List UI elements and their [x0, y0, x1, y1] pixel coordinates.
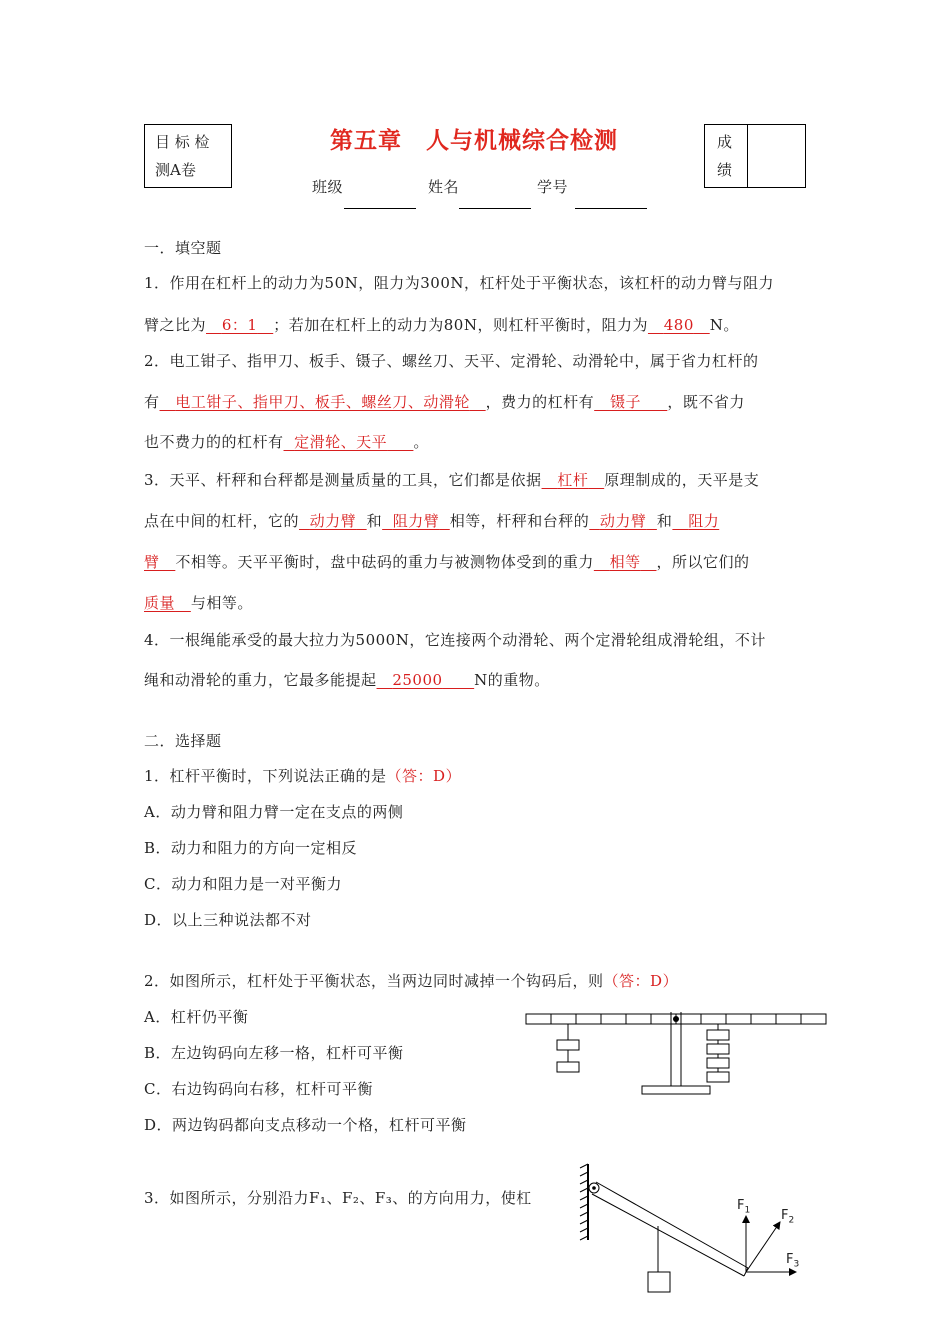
q3-answer-2: 动力臂 [309, 512, 357, 530]
q2-line2: 有 电工钳子、指甲刀、板手、螺丝刀、动滑轮 ，费力的杠杆有 镊子 ，既不省力 [144, 393, 745, 411]
left-hook-weight-1 [557, 1040, 579, 1050]
lever-balance-figure [520, 1008, 830, 1098]
mc2-stem: 2．如图所示，杠杆处于平衡状态，当两边同时减掉一个钩码后，则（答：D） [144, 972, 679, 990]
mc1-answer: （答：D） [386, 767, 462, 785]
field-id-blank[interactable] [575, 208, 647, 209]
mc2-option-d: D．两边钩码都向支点移动一个格，杠杆可平衡 [144, 1116, 467, 1134]
score-box [704, 124, 806, 188]
q3-answer-4: 动力臂 [599, 512, 647, 530]
right-hook-weight-2 [707, 1044, 729, 1054]
right-hook-weight-1 [707, 1030, 729, 1040]
mc2-option-a: A．杠杆仍平衡 [144, 1008, 249, 1026]
field-class-label: 班级 [312, 178, 344, 196]
q3-line1: 3．天平、杆秤和台秤都是测量质量的工具，它们都是依据 杠杆 原理制成的，天平是支 [144, 471, 760, 489]
score-divider [747, 125, 748, 187]
field-class-blank[interactable] [344, 208, 416, 209]
q2-answer-3: 定滑轮、天平 [294, 433, 388, 451]
q4-line1: 4．一根绳能承受的最大拉力为5000N，它连接两个动滑轮、两个定滑轮组成滑轮组，不计 [144, 631, 766, 649]
right-hook-weight-4 [707, 1072, 729, 1082]
field-id-label: 学号 [537, 178, 569, 196]
q3-line2: 点在中间的杠杆，它的 动力臂 和 阻力臂 相等，杆秤和台秤的 动力臂 和 阻力 [144, 512, 720, 530]
target-test-label-2: 测A卷 [155, 161, 196, 179]
q3-answer-6: 相等 [609, 553, 641, 571]
q2-line3: 也不费力的的杠杆有 定滑轮、天平 。 [144, 433, 429, 451]
q2-answer-2: 镊子 [609, 393, 641, 411]
f2-arrow [746, 1222, 780, 1272]
q3-answer-7: 质量 [144, 594, 176, 612]
q3-answer-3: 阻力臂 [392, 512, 440, 530]
mc1-option-b: B．动力和阻力的方向一定相反 [144, 839, 358, 857]
right-hook-weight-3 [707, 1058, 729, 1068]
q1-answer-2: 480 [663, 316, 694, 334]
support-base [642, 1086, 710, 1094]
target-test-box [144, 124, 232, 188]
f3-label: $F_3$ [786, 1252, 800, 1270]
mc1-option-d: D．以上三种说法都不对 [144, 911, 312, 929]
q1-line1: 1．作用在杠杆上的动力为50N，阻力为300N，杠杆处于平衡状态，该杠杆的动力臂与阻力 [144, 274, 775, 292]
q1-answer-1: 6：1 [221, 316, 258, 334]
hanging-weight [648, 1272, 670, 1292]
section1-heading: 一．填空题 [144, 239, 222, 257]
q2-answer-1: 电工钳子、指甲刀、板手、螺丝刀、动滑轮 [175, 393, 470, 411]
field-name-blank[interactable] [459, 208, 531, 209]
q4-answer-1: 25000 [392, 671, 443, 689]
mc3-stem: 3．如图所示，分别沿力F₁、F₂、F₃、的方向用力，使杠 [144, 1189, 532, 1207]
mc1-option-a: A．动力臂和阻力臂一定在支点的两侧 [144, 803, 404, 821]
f2-label: $F_2$ [781, 1208, 795, 1226]
q3-answer-5a: 阻力 [688, 512, 720, 530]
lever-bar-bottom [592, 1194, 744, 1276]
mc1-option-c: C．动力和阻力是一对平衡力 [144, 875, 342, 893]
force-lever-figure [574, 1160, 814, 1340]
score-label-1: 成 [717, 133, 733, 151]
mc2-option-c: C．右边钩码向右移，杠杆可平衡 [144, 1080, 373, 1098]
q2-line1: 2．电工钳子、指甲刀、板手、镊子、螺丝刀、天平、定滑轮、动滑轮中，属于省力杠杆的 [144, 352, 759, 370]
pivot-dot [673, 1016, 679, 1022]
score-label-2: 绩 [717, 161, 733, 179]
field-name-label: 姓名 [428, 178, 460, 196]
f1-label: $F_1$ [737, 1198, 751, 1216]
left-hook-weight-2 [557, 1062, 579, 1072]
mc1-stem: 1．杠杆平衡时，下列说法正确的是（答：D） [144, 767, 462, 785]
lever-bar-top [596, 1182, 751, 1268]
q3-answer-5b: 臂 [144, 553, 160, 571]
mc2-option-b: B．左边钩码向左移一格，杠杆可平衡 [144, 1044, 404, 1062]
q4-line2: 绳和动滑轮的重力，它最多能提起 25000 N的重物。 [144, 671, 550, 689]
q1-line2: 臂之比为 6：1 ；若加在杠杆上的动力为80N，则杠杆平衡时，阻力为 480 N。 [144, 316, 739, 334]
section2-heading: 二．选择题 [144, 732, 222, 750]
q3-line4: 质量 与相等。 [144, 594, 253, 612]
page-title: 第五章 人与机械综合检测 [330, 128, 618, 154]
target-test-label-1: 目 标 检 [155, 133, 210, 151]
mc2-answer: （答：D） [603, 972, 679, 990]
q3-answer-1: 杠杆 [557, 471, 589, 489]
q3-line3: 臂 不相等。天平平衡时，盘中砝码的重力与被测物体受到的重力 相等 ，所以它们的 [144, 553, 750, 571]
